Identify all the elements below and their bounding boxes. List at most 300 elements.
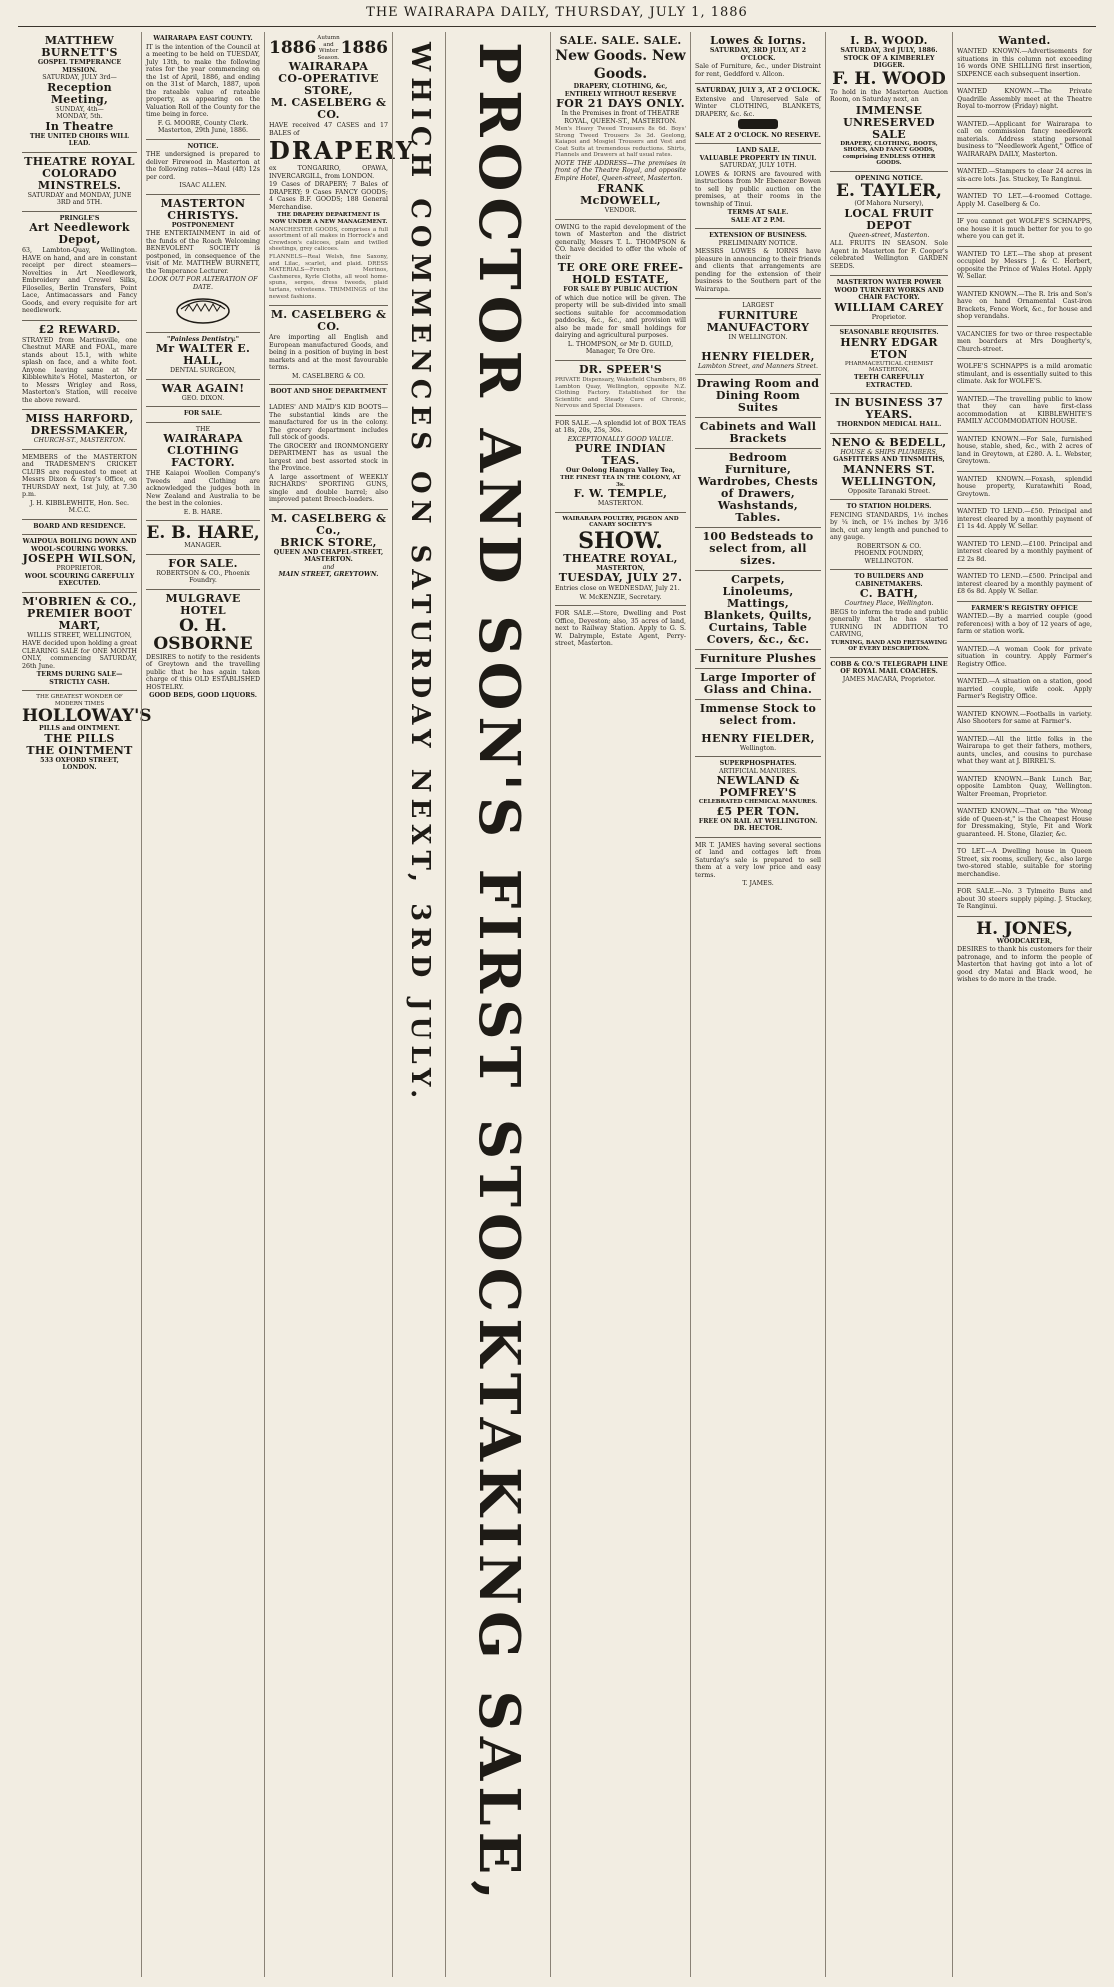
ad-time: SALE AT 2 P.M. — [731, 216, 785, 224]
ad-body: FOR SALE.—A splendid lot of BOX TEAS at 18s, 20s, 25s, 30s. — [555, 419, 686, 435]
ad-sign: L. THOMPSON, or Mr D. GUILD, Manager, Te Ore Ore. — [567, 340, 674, 356]
ad-text: MANCHESTER GOODS, comprises a full assortment of all makes in Horrock's and Crewdson's calicoes, plain and twilled sheetings, grey calicoes. — [269, 226, 388, 253]
ad-body: IF you cannot get WOLFE'S SCHNAPPS, one house it is much better for you to go where you can get it. — [957, 218, 1092, 240]
ad-heading: Large Importer of Glass and China. — [700, 670, 816, 696]
ad-sign: F. G. MOORE, County Clerk. — [157, 119, 249, 127]
ad-role: (Of Mahora Nursery), — [854, 200, 924, 208]
ad-boot-shoe — [269, 385, 388, 510]
ad-pringles — [22, 212, 137, 321]
ad-title: COBB & CO.'S TELEGRAPH LINE OF ROYAL MAIL COACHES. — [830, 660, 948, 676]
ad-body: HAVE received 47 CASES and 17 BALES of — [269, 122, 388, 137]
ad-body: WOLFE'S SCHNAPPS is a mild aromatic stimulant, and is essentially suited to this climate. Ask for WOLFE'S. — [957, 363, 1092, 385]
masthead-rule — [18, 26, 1096, 27]
ad-wanted — [957, 707, 1092, 732]
ad-body: STRAYED from Martinsville, one Chestnut MARE and FOAL, mare stands about 15.1, with white splash on face, and a white foot. Anyone leaving same at Mr Kibblewhite's Hotel, Masterton, or to Messrs Wrigley and Ross, Masterton's Station, will receive the above reward. — [22, 336, 137, 404]
ad-furniture — [695, 299, 821, 757]
ad-body: TO LET.—A Dwelling house in Queen Street, six rooms, scullery, &c., also large two-stored stable, suitable for storing merchandise. — [957, 848, 1092, 878]
ad-title: Wanted. — [998, 34, 1051, 47]
ad-body: WANTED.—Stampers to clear 24 acres in six-acre lots. Jas. Stuckey, Te Ranginui. — [957, 168, 1092, 183]
column-banner-large — [445, 32, 550, 1977]
ad-sign: ROBERTSON & CO., Phoenix Foundry. — [156, 569, 250, 584]
ad-role: PROPRIETOR. — [56, 565, 103, 572]
ad-title: HOLLOWAY'S — [22, 706, 152, 727]
ad-wanted-header — [957, 32, 1092, 84]
ad-for-sale — [146, 407, 260, 423]
ad-body: Extensive and Unreserved Sale of Winter CLOTHING, BLANKETS, DRAPERY, &c. &c. — [695, 95, 821, 118]
ad-title: SALE. SALE. SALE. — [559, 34, 682, 47]
ad-sign: JAMES MACARA, Proprietor. — [842, 675, 936, 683]
ad-body: WANTED TO LET.—The shop at present occupied by Messrs J. & C. Herbert, opposite the Prince of Wales Hotel. Apply W. Sellar. — [957, 250, 1092, 280]
column-6 — [550, 32, 690, 1977]
dentures-illustration — [173, 291, 233, 325]
ad-sign: T. JAMES. — [742, 880, 774, 888]
ad-big-word: DRAPERY — [269, 136, 416, 166]
ad-body: FENCING STANDARDS, 1½ inches by ¼ inch, or 1¼ inches by 3/16 inch, cut any length and punched to any gauge. — [830, 511, 948, 542]
ad-wanted — [957, 287, 1092, 327]
ad-body: FOR SALE.—No. 3 Tylmeito Buns and about 30 steers supply piping. J. Stuckey, Te Ranginui. — [957, 888, 1092, 910]
ad-body: WANTED.—A situation on a station, good married couple, wife cook. Apply Farmer's Registry Office. — [957, 678, 1092, 700]
ad-name: WILLIAM CAREY — [834, 300, 944, 314]
ad-heading: Immense Stock to select from. — [699, 701, 817, 727]
column-1 — [18, 32, 152, 1977]
ad-poultry-show — [555, 513, 686, 607]
ad-place: MASTERTON. — [597, 500, 644, 508]
season-row — [269, 35, 388, 61]
ad-name: F. H. WOOD — [832, 68, 946, 89]
ad-subtitle: COLORADO MINSTRELS. — [37, 166, 122, 192]
ad-winter-clothing — [695, 84, 821, 144]
ad-wanted — [957, 117, 1092, 165]
ad-address: Courtney Place, Wellington. — [844, 600, 934, 608]
ad-body: PRIVATE Dispensary, Wakefield Chambers, 86 Lambton Quay, Wellington, opposite N.Z. Clothing Factory. Established for the Scientific and Steady Cure of Chronic, Nervous and Special Diseases. — [555, 376, 686, 410]
ad-body: WANTED KNOWN.—For Sale, furnished house, stable, shed, &c., with 2 acres of land in Greytown, at £280. A. L. Webster, Greytown. — [957, 435, 1092, 465]
ad-line: SUNDAY, 4th— — [55, 105, 104, 113]
ad-wanted — [957, 189, 1092, 214]
ad-body: WANTED.—By a married couple (good references) with a boy of 12 years of age, farm or station work. — [957, 613, 1092, 635]
ad-firewood — [146, 140, 260, 195]
ad-heading: 100 Bedsteads to select from, all sizes. — [702, 529, 814, 567]
ad-subtitle: STOCK OF A KIMBERLEY DIGGER. — [843, 54, 935, 69]
ad-sign: FRANK McDOWELL, — [580, 182, 661, 208]
ad-wanted — [957, 164, 1092, 189]
ad-role: Proprietor. — [871, 313, 907, 321]
ad-title: LAND SALE. — [736, 147, 780, 154]
ad-tag: SALE AT 2 O'CLOCK. NO RESERVE. — [695, 131, 821, 139]
ad-for-sale-foundry — [146, 555, 260, 590]
ad-tag: FREE ON RAIL AT WELLINGTON. — [698, 817, 818, 825]
ad-subtitle: BRICK STORE, — [280, 535, 377, 549]
ad-body: LOWES & IORNS are favoured with instructions from Mr Ebenezer Bowen to sell by public auction on the premises, at their rooms in the township of Tinui. — [695, 170, 821, 208]
ad-body: WANTED KNOWN.—The Private Quadrille Assembly meet at the Theatre Royal to-morrow (Friday) night. — [957, 88, 1092, 110]
ad-land-sale — [695, 144, 821, 229]
ad-subtitle: PILLS and OINTMENT. — [39, 725, 120, 733]
ad-footer: THE UNITED CHOIRS WILL LEAD. — [29, 132, 130, 147]
ad-title: PURE INDIAN TEAS. — [575, 442, 666, 468]
ad-name: HENRY EDGAR ETON — [840, 335, 938, 361]
ad-wanted — [957, 247, 1092, 287]
ad-name: NEWLAND & POMFREY'S — [716, 774, 800, 799]
ad-turnery — [830, 276, 948, 326]
ad-tag: TEETH CAREFULLY EXTRACTED. — [854, 374, 924, 389]
ad-station-holders — [830, 500, 948, 570]
ad-title: OPENING NOTICE. — [855, 174, 923, 182]
ad-body: DRAPERY, CLOTHING, &c, ENTIRELY WITHOUT RESERVE — [564, 83, 677, 98]
ad-holloway — [22, 691, 152, 776]
ad-dr-speer — [555, 361, 686, 416]
ad-tag: GOOD BEDS, GOOD LIQUORS. — [149, 692, 257, 699]
ad-chemist — [830, 326, 948, 394]
ad-body: WANTED.—Applicant for Wairarapa to call on commission fancy needlework materials. Address stating personal business to "Needlework Agent," Office of WAIRARAPA DAILY, Masterton. — [957, 120, 1092, 158]
ad-place: MASTERTON, — [596, 564, 645, 572]
ad-board — [22, 520, 137, 536]
ad-wanted — [957, 537, 1092, 570]
ad-line: In Theatre — [45, 119, 114, 133]
ad-date: TUESDAY, JULY 27. — [558, 571, 683, 585]
ad-price: £5 PER TON. — [716, 804, 800, 818]
ad-title: M'OBRIEN & CO., — [22, 594, 137, 608]
ad-thorndon — [830, 394, 948, 434]
ad-dentist — [146, 333, 260, 380]
ad-body: DESIRES to notify to the residents of Greytown and the travelling public that he has again taken charge of this OLD ESTABLISHED HOSTELRY. — [146, 653, 260, 691]
column-8 — [825, 32, 952, 1977]
ad-subtitle: POSTPONEMENT — [171, 221, 235, 229]
ad-pre: THE GREATEST WONDER OF MODERN TIMES — [36, 694, 123, 707]
ad-body: A large assortment of WEEKLY RICHARDS' SPORTING GUNS, single and double barrel; also improved patent Breech-loaders. — [269, 473, 388, 504]
ad-season: Autumn and Winter Season. — [317, 35, 340, 61]
column-9 — [952, 32, 1096, 1977]
ad-address: QUEEN AND CHAPEL-STREET, — [273, 548, 384, 556]
ad-title: Lowes & Iorns. — [710, 34, 806, 47]
ad-name: HENRY FIELDER, — [701, 350, 815, 363]
ad-body: IT is the intention of the Council at a meeting to be held on TUESDAY, July 13th, to make the following rates for the year commencing on the 1st of April, 1886, and ending on the 31st of March, 1887, upon the rateable value of rateable property, as appearing on the Valuation Roll of the County for the time being in force. — [146, 43, 260, 118]
ad-title: TO BUILDERS AND CABINETMAKERS. — [854, 573, 924, 588]
ad-year-left: 1886 — [269, 38, 317, 59]
ad-body: THE FINEST TEA IN THE COLONY, AT 3s. — [560, 474, 681, 488]
ad-builders — [830, 570, 948, 658]
ad-heading: Cabinets and Wall Brackets — [699, 419, 817, 445]
ad-name: NENO & BEDELL, — [831, 435, 947, 449]
ad-name: M. CASELBERG & CO. — [270, 96, 387, 122]
ad-wanted — [957, 732, 1092, 772]
ad-title: SUPERPHOSPHATES. — [719, 760, 797, 767]
ad-title: THEATRE ROYAL — [24, 154, 135, 168]
ad-address: Lambton Street, and Manners Street. — [697, 363, 819, 370]
ad-line: MONDAY, 5th. — [56, 113, 103, 120]
ad-body: OWING to the rapid development of the town of Masterton and the district generally, Messrs T. L. THOMPSON & CO. have decided to offer the whole of their — [555, 223, 686, 261]
ad-body: WANTED KNOWN.—Foxash, splendid house property, Kuratawhiti Road, Greytown. — [957, 475, 1092, 498]
ad-days: FOR 21 DAYS ONLY. — [556, 97, 685, 110]
ad-title: FOR SALE. — [168, 556, 238, 570]
ad-registry — [957, 602, 1092, 642]
ad-tag: WOOL SCOURING CAREFULLY EXECUTED. — [24, 572, 135, 587]
ad-wanted — [957, 772, 1092, 805]
ad-sign: E. B. HARE. — [183, 508, 223, 516]
ad-hare — [146, 521, 260, 555]
ad-sign: J. H. KIBBLEWHITE, Hon. Sec. M.C.C. — [30, 499, 129, 514]
ad-year-right: 1886 — [340, 38, 388, 59]
ad-wood-sale — [830, 32, 948, 172]
ad-body: WANTED.—All the little folks in the Wairarapa to get their fathers, mothers, aunts, uncles, and cousins to purchase what they want at J. BIRREL'S. — [957, 735, 1092, 765]
ad-title: "Painless Dentistry." — [166, 335, 240, 343]
ad-role: MANAGER. — [184, 542, 222, 549]
ad-body: WANTED KNOWN.—Footballs in variety. Also Shooters for same at Farmer's. — [957, 710, 1092, 725]
ad-role: PHARMACEUTICAL CHEMIST MASTERTON, — [844, 360, 934, 374]
ad-title: PRINGLE'S — [59, 214, 100, 222]
ad-place: WELLINGTON. — [864, 557, 914, 565]
ad-name: E. TAYLER, — [836, 181, 942, 202]
ad-county — [146, 32, 260, 140]
ad-body: 63, Lambton-Quay, Wellington. HAVE on hand, and are in constant receipt per direct steamers—Novelties in Art Needlework, Embroidery and Crewel Silks, Filoselles, Berlin Transfers, Point Lace, Antimacassars and Fancy Goods, and every requisite for art needlework. — [22, 247, 137, 314]
ad-cobb-co — [830, 658, 948, 688]
ad-title: SEASONABLE REQUISITES. — [839, 329, 939, 337]
banner-line-commences: WHICH COMMENCES ON SATURDAY NEXT, 3RD JULY. — [404, 42, 435, 1105]
ad-subtitle: DENTAL SURGEON, — [169, 367, 236, 374]
ad-wanted — [957, 884, 1092, 917]
ad-address: MANNERS ST. — [843, 462, 935, 476]
ad-list: 19 Cases of DRAPERY; 7 Bales of DRAPERY; 9 Cases FANCY GOODS; 4 Cases B.F. GOODS; 188 General Merchandise. — [269, 181, 388, 211]
ad-name: E. B. HARE, — [146, 523, 260, 543]
ad-body: LADIES' AND MAID'S KID BOOTS—The substantial kinds are the manufactured for us in the colony. The grocery department includes full stock of goods. — [269, 404, 388, 442]
ad-title: TO STATION HOLDERS. — [846, 503, 932, 511]
ad-subtitle: HOUSE & SHIPS PLUMBERS, — [840, 448, 938, 456]
ad-subtitle: CLOTHING FACTORY. — [167, 444, 239, 469]
ad-plumbers — [830, 434, 948, 501]
ad-place: IN WELLINGTON. — [728, 333, 788, 341]
ad-heading: THE PILLS — [44, 731, 115, 745]
ad-title: WAR AGAIN! — [161, 381, 245, 395]
ad-store-for-sale — [555, 606, 686, 653]
ad-address: CHURCH-ST., MASTERTON. — [33, 437, 126, 444]
column-banner-small — [392, 32, 445, 1977]
ad-title: BOOT AND SHOE DEPARTMENT— — [270, 388, 387, 403]
ad-christys — [146, 195, 260, 333]
ad-note: NOTE THE ADDRESS—The premises in front of the Theatre Royal, and opposite Empire Hotel, Queen-street, Masterton. — [555, 159, 686, 182]
ad-body: MESSRS LOWES & IORNS have pleasure in announcing to their friends and clients that arrangements are pending for the extension of their business to the Southern part of the Wairarapa. — [695, 248, 821, 293]
ad-sign: ISAAC ALLEN. — [179, 182, 227, 189]
ad-h-jones — [957, 917, 1092, 989]
ad-war-again — [146, 380, 260, 408]
ad-title: WAIPOUA BOILING DOWN AND WOOL-SCOURING WORKS. — [22, 538, 137, 553]
ad-sign: M. CASELBERG & CO. — [291, 372, 366, 380]
ad-title: EXTENSION OF BUSINESS. — [709, 232, 807, 239]
ad-lowes-iorns — [695, 32, 821, 84]
ad-waipoua — [22, 535, 137, 593]
ad-big-word: SHOW. — [578, 527, 663, 554]
masthead — [0, 0, 1114, 26]
ad-venue: THEATRE ROYAL, — [563, 551, 678, 565]
ad-place: In the Premises in front of THEATRE ROYAL, QUEEN-ST., MASTERTON. — [561, 110, 680, 125]
ad-date: SATURDAY, 3RD JULY, AT 2 O'CLOCK. — [709, 47, 807, 62]
ad-place: WELLINGTON, — [841, 474, 937, 488]
ad-list: Men's Heavy Tweed Trousers 8s 6d. Boys' Strong Tweed Trousers 3s 3d. Geelong, Kaiapoi and Mosgiel Trousers and Vest and Coat Suits at tremendous reductions. Shirts, Flannels and Drawers at half usual rates. — [555, 126, 686, 159]
ad-heading: Drawing Room and Dining Room Suites — [696, 376, 820, 414]
ad-body: HAVE decided upon holding a great CLEARING SALE for ONE MONTH ONLY, commencing SATURDAY, 26th June. — [22, 640, 137, 670]
ad-mcdowell-sale — [555, 32, 686, 220]
ad-opposite: Opposite Taranaki Street. — [847, 487, 931, 495]
ad-date: SATURDAY, 3rd JULY, 1886. — [840, 47, 938, 54]
ad-body: WANTED TO LEND.—£500. Principal and interest cleared by a monthly payment of £8 6s 8d. Apply W. Sellar. — [957, 573, 1092, 595]
ad-body: BEGS to inform the trade and public generally that he has started TURNING IN ADDITION TO CARVING, — [830, 608, 948, 639]
ad-heading: Furniture Plushes — [699, 651, 817, 665]
ad-name: H. JONES, — [976, 918, 1073, 939]
ad-title: TE ORE ORE FREE-HOLD ESTATE, — [557, 261, 684, 287]
ad-body: THE undersigned is prepared to deliver Firewood in Masterton at the following rates—Maul (4ft) 12s per cord. — [146, 151, 260, 181]
ad-body: Are importing all English and European manufactured Goods, and being in a position of buying in best markets and at the most favourable terms. — [269, 334, 388, 372]
ad-cricket — [22, 450, 137, 520]
ad-sign: F. W. TEMPLE, — [573, 487, 668, 501]
ad-address: MAIN STREET, GREYTOWN. — [278, 571, 379, 579]
ad-body: Sale of Furniture, &c., under Distraint for rent, Geddford v. Allcon. — [695, 63, 821, 78]
ad-title: FOR SALE. — [183, 410, 223, 417]
ad-subtitle: DRESSMAKER, — [30, 424, 129, 437]
ad-address: Queen-street, Masterton. — [848, 231, 930, 239]
ad-manures — [695, 757, 821, 838]
ad-title: M. CASELBERG & CO. — [270, 308, 387, 334]
ad-title: FARMER'S REGISTRY OFFICE — [971, 604, 1078, 612]
ad-subtitle: FOR SALE BY PUBLIC AUCTION — [563, 286, 678, 294]
ad-title: WAIRARAPA POULTRY, PIGEON AND CANARY SOCIETY'S — [562, 515, 679, 529]
ad-title: FURNITURE MANUFACTORY — [706, 308, 810, 334]
ad-body: ALL FRUITS IN SEASON. Sole Agent in Masterton for F. Cooper's celebrated Wellington GARDEN SEEDS. — [830, 240, 948, 270]
ad-and: and — [322, 563, 335, 571]
ad-text: FLANNELS—Real Welsh, fine Saxony, and Lilac, scarlet, and plaid. DRESS MATERIALS—French Merinos, Cashmeres, Kyrle Cloths, all wool home-spuns, serges, dress tweeds, plaid tartans, velveteens. TRIMMINGS of the newest fashions. — [269, 253, 388, 300]
ad-gospel-temperance — [22, 32, 137, 153]
ad-wanted — [957, 844, 1092, 884]
banner-line-stocktaking: PROCTOR AND SON'S FIRST STOCKTAKING SALE, — [465, 42, 532, 1906]
ad-title: WAIRARAPA — [163, 432, 243, 445]
ad-subtitle: ARTIFICIAL MANURES. — [719, 767, 797, 775]
ad-tag: THE DRAPERY DEPARTMENT IS NOW UNDER A NEW MANAGEMENT. — [269, 212, 388, 225]
ad-tag: TERMS DURING SALE—STRICTLY CASH. — [36, 671, 123, 686]
ad-miss-harford — [22, 410, 137, 450]
ad-address: WILLIS STREET, WELLINGTON, — [27, 631, 132, 639]
ad-body: WANTED TO LEND.—£100. Principal and interest cleared by a monthly payment of £2 2s 8d. — [957, 540, 1092, 563]
ad-wanted — [957, 359, 1092, 392]
ad-brick-store — [269, 510, 388, 583]
ad-body: Entries close on WEDNESDAY, July 21. — [555, 585, 680, 593]
ad-mulgrave — [146, 590, 260, 704]
ad-heading: Bedroom Furniture, Wardrobes, Chests of Drawers, Washstands, Tables. — [697, 450, 818, 524]
ad-title: M. CASELBERG & Co., — [270, 511, 387, 537]
ad-body: WANTED.—The travelling public to know that they can have first-class accommodation at KIBBLEWHITE'S FAMILY ACCOMMODATION HOUSE. — [957, 395, 1092, 425]
ad-sign: HENRY FIELDER, — [701, 731, 815, 745]
ad-clothing-factory — [146, 423, 260, 522]
ad-role: GASFITTERS AND TINSMITHS, — [833, 456, 945, 464]
ad-date: Masterton, 29th June, 1886. — [157, 127, 249, 134]
ad-subtitle: PRELIMINARY NOTICE. — [718, 239, 798, 247]
masthead-title: THE WAIRARAPA DAILY, THURSDAY, JULY 1, 1886 — [366, 5, 748, 20]
ad-list: DRAPERY, CLOTHING, BOOTS, SHOES, AND FANCY GOODS, comprising ENDLESS OTHER GOODS. — [840, 140, 938, 167]
ink-blot — [738, 119, 778, 129]
ad-subtitle: Art Needlework Depot, — [29, 221, 130, 246]
ad-wanted — [957, 642, 1092, 675]
ad-heading: THE OINTMENT — [26, 743, 133, 757]
ad-pre: LARGEST — [742, 302, 774, 309]
ad-obrien — [22, 593, 137, 692]
ad-line: Reception Meeting, — [47, 80, 112, 106]
ad-address: MASTERTON. — [304, 556, 353, 564]
ad-body: VACANCIES for two or three respectable men boarders at Mrs Dougherty's, Church-street. — [957, 330, 1092, 353]
ad-date: SATURDAY, JULY 10TH. — [719, 162, 797, 169]
ad-title: NOTICE. — [187, 142, 219, 150]
ad-body: WANTED KNOWN.—Bank Lunch Bar, opposite Lambton Quay, Wellington. Walter Freeman, Proprietor. — [957, 775, 1092, 798]
ad-ships: ex TONGARIRO, OPAWA, INVERCARGILL, from LONDON. — [269, 165, 388, 180]
ad-name: THORNDON MEDICAL HALL. — [836, 421, 942, 429]
ad-sign: ROBERTSON & CO. — [856, 542, 922, 550]
ad-role: VENDOR. — [604, 207, 637, 215]
ad-address: 533 OXFORD STREET, LONDON. — [40, 756, 119, 772]
ad-theatre-royal — [22, 153, 137, 212]
ad-subtitle: LOCAL FRUIT DEPOT — [844, 206, 934, 232]
ad-cooperative-store — [269, 32, 416, 306]
ad-role: PHOENIX FOUNDRY, — [854, 550, 924, 558]
column-2 — [141, 32, 264, 1977]
ad-wanted — [957, 214, 1092, 247]
ad-terms: TERMS AT SALE. — [727, 209, 789, 216]
ad-james-land — [695, 838, 821, 892]
ad-wanted — [957, 327, 1092, 360]
ad-subtitle: Our Oolong Hangra Valley Tea, — [566, 467, 675, 475]
ad-body: THE ENTERTAINMENT in aid of the funds of the Roach Welcoming BENEVOLENT SOCIETY is postponed, in consequence of the visit of Mr. MATTHEW BURNETT, the Temperance Lecturer. — [146, 230, 260, 275]
ad-title: £2 REWARD. — [38, 322, 121, 336]
ad-body: WANTED TO LET.—4-roomed Cottage. Apply M. Caselberg & Co. — [957, 193, 1092, 208]
ad-title: MISS HARFORD, — [25, 412, 134, 425]
ad-wanted — [957, 472, 1092, 505]
ad-body: WANTED KNOWN.—Advertisements for situations in this column not exceeding 16 words ONE SHILLING first insertion, SIXPENCE each subsequent insertion. — [957, 48, 1092, 78]
ad-wanted — [957, 432, 1092, 472]
ad-te-ore-ore — [555, 220, 686, 361]
ad-reward — [22, 321, 137, 411]
ad-name: C. BATH, — [859, 587, 919, 601]
ad-title: WAIRARAPA — [288, 60, 369, 74]
ad-title: DR. SPEER'S — [578, 362, 663, 376]
column-3 — [264, 32, 416, 1977]
ad-title: I. B. WOOD. — [850, 34, 928, 47]
ad-name: Mr WALTER E. HALL, — [155, 342, 251, 367]
ad-tag: LOOK OUT FOR ALTERATION OF DATE. — [148, 276, 258, 291]
ad-subtitle: CO-OPERATIVE STORE, — [278, 72, 379, 98]
ad-sign: GEO. DIXON. — [181, 394, 225, 402]
ad-subtitle: VALUABLE PROPERTY IN TINUI. — [699, 154, 817, 162]
ad-sign: W. McKENZIE, Secretary. — [579, 593, 662, 601]
ad-body: of which due notice will be given. The property will be sub-divided into small sections suitable for accommodation paddocks, &c., &c., and provision will also be made for small holdings for dairying and agricultural purposes. — [555, 294, 686, 340]
ad-title: IN BUSINESS 37 YEARS. — [834, 396, 944, 422]
ad-subtitle: New Goods. New Goods. — [555, 48, 686, 82]
ad-big-word: IMMENSE UNRESERVED SALE — [843, 103, 935, 141]
ad-body: To hold in the Masterton Auction Room, on Saturday next, an — [830, 88, 948, 103]
ad-title: BOARD AND RESIDENCE. — [33, 522, 126, 530]
ad-body: WANTED KNOWN.—That on "the Wrong side of Queen-st," is the Cheapest House for Dressmaking, Style, Fit and Work guaranteed. H. Stone, Glazier, &c. — [957, 808, 1092, 838]
ad-wanted — [957, 804, 1092, 844]
ad-title: MATTHEW BURNETT'S — [41, 34, 118, 59]
ad-wanted — [957, 569, 1092, 602]
ad-name: JOSEPH WILSON, — [22, 552, 137, 565]
ad-tag: EXCEPTIONALLY GOOD VALUE. — [567, 435, 674, 443]
ad-body: DESIRES to thank his customers for their patronage, and to inform the people of Masterton that having got into a lot of good dry Matai and Black wood, he wishes to do more in the trade. — [957, 946, 1092, 983]
ad-line: SATURDAY, JULY 3rd— — [42, 74, 117, 81]
ad-wanted — [957, 674, 1092, 707]
ad-tag: TURNING, BAND AND FRETSAWING OF EVERY DESCRIPTION. — [830, 639, 948, 653]
ad-subtitle: GOSPEL TEMPERANCE MISSION. — [37, 59, 122, 74]
ad-extension — [695, 229, 821, 299]
ad-teas — [555, 416, 686, 513]
ad-title: MASTERTON WATER POWER WOOD TURNERY WORKS AND CHAIR FACTORY. — [834, 279, 944, 302]
ad-body: SATURDAY and MONDAY, JUNE 3RD and 5TH. — [27, 191, 132, 206]
ad-heading: Carpets, Linoleums, Mattings, Blankets, Quilts, Curtains, Table Covers, &c., &c. — [703, 572, 813, 646]
ad-title: MULGRAVE HOTEL — [165, 591, 241, 617]
ad-body: THE Kaiapoi Woollen Company's Tweeds and Clothing are acknowledged the judges both in New Zealand and Australia to be the best in the colonies. — [146, 470, 260, 507]
ad-fruit-depot — [830, 172, 948, 277]
